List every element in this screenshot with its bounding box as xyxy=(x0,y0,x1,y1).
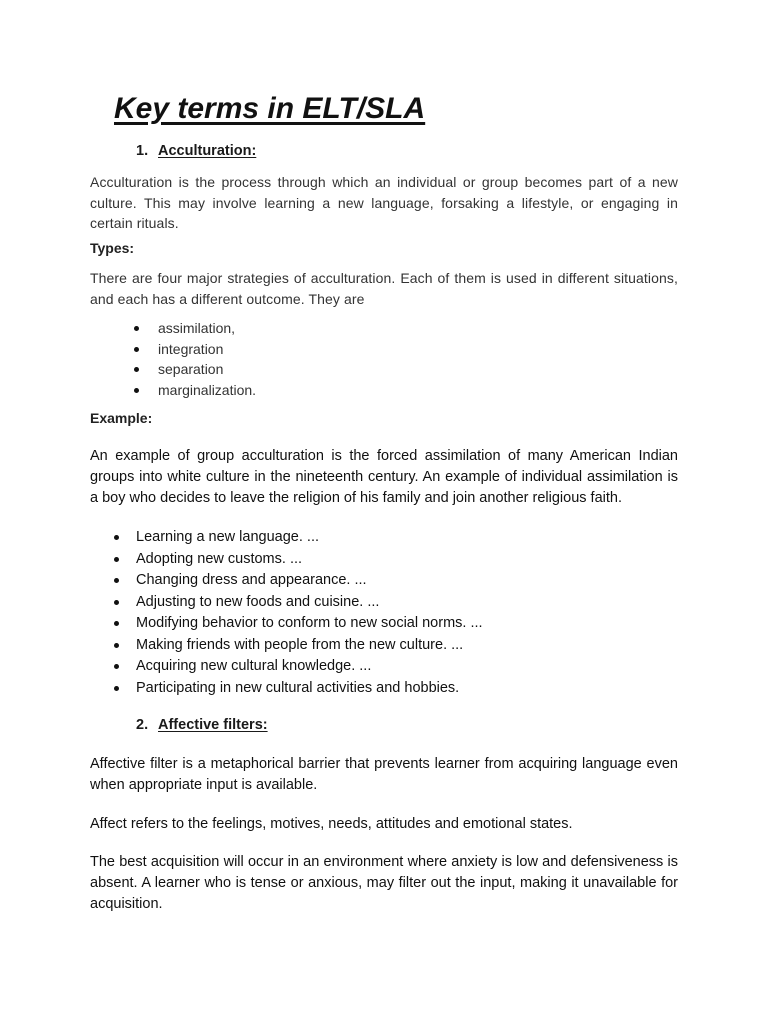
document-title: Key terms in ELT/SLA xyxy=(114,92,426,125)
list-item: Adjusting to new foods and cuisine. ... xyxy=(136,592,483,614)
types-label: Types: xyxy=(90,240,135,256)
bullet-icon xyxy=(134,367,139,372)
bullet-icon xyxy=(134,326,139,331)
list-item: assimilation, xyxy=(158,318,256,339)
list-item: Making friends with people from the new culture. ... xyxy=(136,635,483,657)
affect-definition: Affect refers to the feelings, motives, needs, attitudes and emotional states. xyxy=(90,816,573,832)
acculturation-definition: Acculturation is the process through which an individual or group becomes part of a new culture. This may involve learning a new language, forsaking a lifestyle, or engaging in certain rituals. xyxy=(90,174,678,231)
list-item: Learning a new language. ... xyxy=(136,527,483,549)
bullet-icon xyxy=(114,621,119,626)
section-heading-label: Acculturation: xyxy=(158,143,257,159)
section-heading-affective-filters xyxy=(136,717,268,733)
section-number: 1. xyxy=(136,143,149,159)
affective-filter-definition: Affective filter is a metaphorical barrier that prevents learner from acquiring language even when appropriate input is available. xyxy=(90,756,678,793)
bullet-icon xyxy=(114,578,119,583)
list-item: integration xyxy=(158,339,256,360)
types-intro: There are four major strategies of acculturation. Each of them is used in different situations, and each has a different outcome. They are xyxy=(90,270,678,307)
acquisition-paragraph: The best acquisition will occur in an environment where anxiety is low and defensiveness is absent. A learner who is tense or anxious, may filter out the input, making it unavailable for acquisition. xyxy=(90,854,678,912)
bullet-icon xyxy=(134,388,139,393)
bullet-icon xyxy=(114,535,119,540)
bullet-icon xyxy=(134,347,139,352)
section-heading-acculturation xyxy=(136,143,256,159)
list-item: Changing dress and appearance. ... xyxy=(136,570,483,592)
bullet-icon xyxy=(114,686,119,691)
bullet-icon xyxy=(114,664,119,669)
list-item: marginalization. xyxy=(158,380,256,401)
bullet-icon xyxy=(114,643,119,648)
bullet-icon xyxy=(114,600,119,605)
examples-list xyxy=(136,527,483,699)
example-paragraph: An example of group acculturation is the forced assimilation of many American Indian groups into white culture in the nineteenth century. An example of individual assimilation is a boy who decides to leave the religion of his family and join another religious faith. xyxy=(90,448,678,506)
list-item: Adopting new customs. ... xyxy=(136,549,483,571)
bullet-icon xyxy=(114,557,119,562)
types-list xyxy=(158,318,256,400)
example-label: Example: xyxy=(90,410,153,426)
list-item: Modifying behavior to conform to new social norms. ... xyxy=(136,613,483,635)
list-item: separation xyxy=(158,359,256,380)
list-item: Acquiring new cultural knowledge. ... xyxy=(136,656,483,678)
section-number: 2. xyxy=(136,717,149,733)
section-heading-label: Affective filters: xyxy=(158,717,268,733)
list-item: Participating in new cultural activities and hobbies. xyxy=(136,678,483,700)
